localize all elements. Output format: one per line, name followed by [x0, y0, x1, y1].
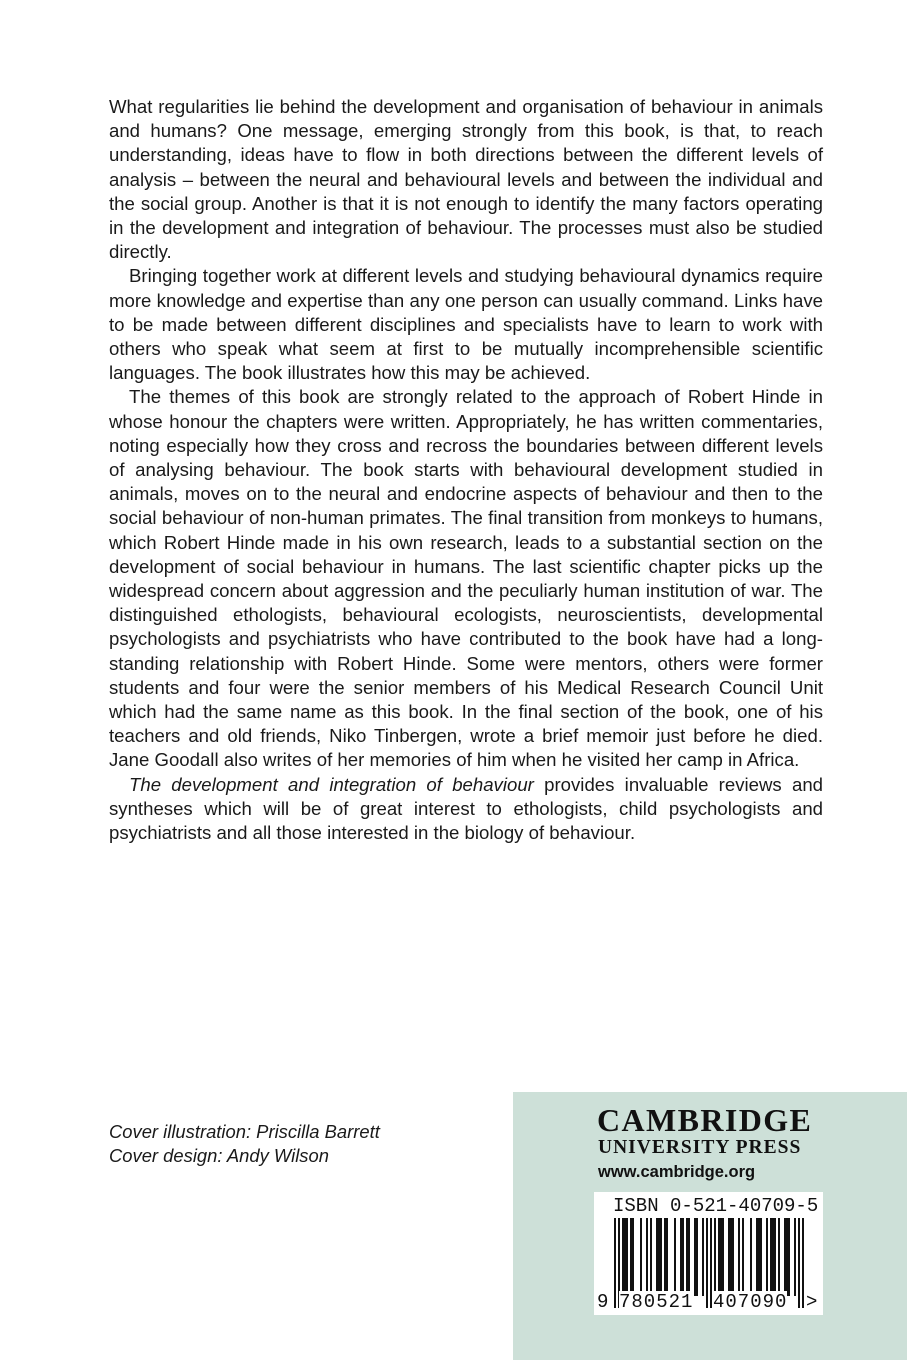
barcode-digits-right: 407090 — [713, 1291, 788, 1313]
barcode-bar — [718, 1218, 720, 1296]
isbn-label: ISBN 0-521-40709-5 — [613, 1195, 819, 1217]
barcode-bar — [750, 1218, 752, 1296]
barcode-bar — [784, 1218, 786, 1296]
barcode-bar — [732, 1218, 734, 1296]
barcode-bar — [728, 1218, 730, 1296]
barcode-bar — [774, 1218, 776, 1296]
barcode-bar — [738, 1218, 740, 1296]
design-credit: Cover design: Andy Wilson — [109, 1145, 329, 1166]
barcode-bar — [630, 1218, 632, 1296]
blurb-paragraph: What regularities lie behind the development and organisation of behaviour in animals and humans? One message, emerging strongly from this book, is that, to reach understanding, ideas have to flow in both directions between the different levels of analysis – between the neural and behavioural levels and between the individual and the social group. Another is that it is not enough to identify the many factors operating in the development and integration of behaviour. The processes must also be studied directly. — [109, 96, 823, 263]
barcode-bar — [664, 1218, 666, 1296]
barcode-bar — [650, 1218, 652, 1296]
barcode-bar — [702, 1218, 704, 1296]
barcode-bar — [680, 1218, 682, 1296]
blurb-paragraph: Bringing together work at different levels and studying behavioural dynamics require more knowledge and expertise than any one person can usually command. Links have to be made between different disciplines and specialists have to learn to work with others who speak what seem at first to be mutually incomprehensible scientific languages. The book illustrates how this may be achieved. — [109, 265, 823, 384]
back-cover-blurb — [109, 95, 823, 845]
barcode-bar — [614, 1218, 616, 1308]
barcode-quiet-zone-marker: > — [806, 1291, 818, 1313]
barcode-digits-left: 780521 — [619, 1291, 694, 1313]
barcode-bar — [766, 1218, 768, 1296]
publisher-logo-subname: UNIVERSITY PRESS — [598, 1137, 802, 1158]
barcode-bar — [756, 1218, 758, 1296]
barcode-bar — [742, 1218, 744, 1296]
barcode-bar — [772, 1218, 774, 1296]
barcode-bar — [696, 1218, 698, 1296]
barcode-bar — [720, 1218, 722, 1296]
barcode-bar — [674, 1218, 676, 1296]
barcode-bar — [660, 1218, 662, 1296]
barcode-bar — [770, 1218, 772, 1296]
blurb-paragraph — [109, 773, 823, 846]
barcode-bar — [778, 1218, 780, 1296]
publisher-logo-name: CAMBRIDGE — [597, 1102, 813, 1138]
publisher-panel — [513, 1092, 907, 1360]
barcode-bar — [760, 1218, 762, 1296]
barcode-bar — [632, 1218, 634, 1296]
barcode-bar — [758, 1218, 760, 1296]
barcode-bar — [722, 1218, 724, 1296]
book-title-italic: The development and integration of behaviour — [129, 773, 534, 795]
barcode-bar — [686, 1218, 688, 1296]
barcode-bar — [682, 1218, 684, 1296]
barcode-bar — [794, 1218, 796, 1296]
blurb-text: provides invaluable reviews and syntheses which will be of great interest to ethologists, child psychologists and psychiatrists and all those interested in the biology of behaviour. — [109, 773, 823, 844]
barcode-bar — [786, 1218, 788, 1296]
barcode-digit-first: 9 — [597, 1291, 609, 1313]
publisher-website: www.cambridge.org — [598, 1163, 756, 1181]
barcode-bar — [622, 1218, 624, 1296]
barcode-bar — [666, 1218, 668, 1296]
barcode-bar — [688, 1218, 690, 1296]
barcode-bar — [624, 1218, 626, 1296]
cover-credits — [109, 1120, 380, 1168]
barcode-bar — [640, 1218, 642, 1296]
barcode-bar — [656, 1218, 658, 1296]
barcode-bar — [802, 1218, 804, 1308]
barcode-bar — [798, 1218, 800, 1308]
illustration-credit: Cover illustration: Priscilla Barrett — [109, 1121, 380, 1142]
barcode-bar — [646, 1218, 648, 1296]
barcode-bar — [710, 1218, 712, 1308]
barcode-bar — [626, 1218, 628, 1296]
barcode-bar — [714, 1218, 716, 1296]
barcode-bar — [788, 1218, 790, 1296]
isbn-barcode — [594, 1192, 823, 1315]
barcode-bar — [730, 1218, 732, 1296]
barcode-bar — [694, 1218, 696, 1296]
blurb-paragraph: The themes of this book are strongly related to the approach of Robert Hinde in whose honour the chapters were written. Appropriately, he has written commentaries, noting especially how they cross and recross the boundaries between different levels of analysing behaviour. The book starts with behavioural development studied in animals, moves on to the neural and endocrine aspects of behaviour and then to the social behaviour of non-human primates. The final transition from monkeys to humans, which Robert Hinde made in his own research, leads to a substantial section on the development of social behaviour in humans. The last scientific chapter picks up the widespread concern about aggression and the peculiarly human institution of war. The distinguished ethologists, behavioural ecologists, neuroscientists, developmental psychologists and psychiatrists who have contributed to the book have had a long-standing relationship with Robert Hinde. Some were mentors, others were former students and four were the senior members of his Medical Research Council Unit which had the same name as this book. In the final section of the book, one of his teachers and old friends, Niko Tinbergen, wrote a brief memoir just before he died. Jane Goodall also writes of her memories of him when he visited her camp in Africa. — [109, 386, 823, 771]
barcode-bar — [706, 1218, 708, 1308]
barcode-bar — [658, 1218, 660, 1296]
